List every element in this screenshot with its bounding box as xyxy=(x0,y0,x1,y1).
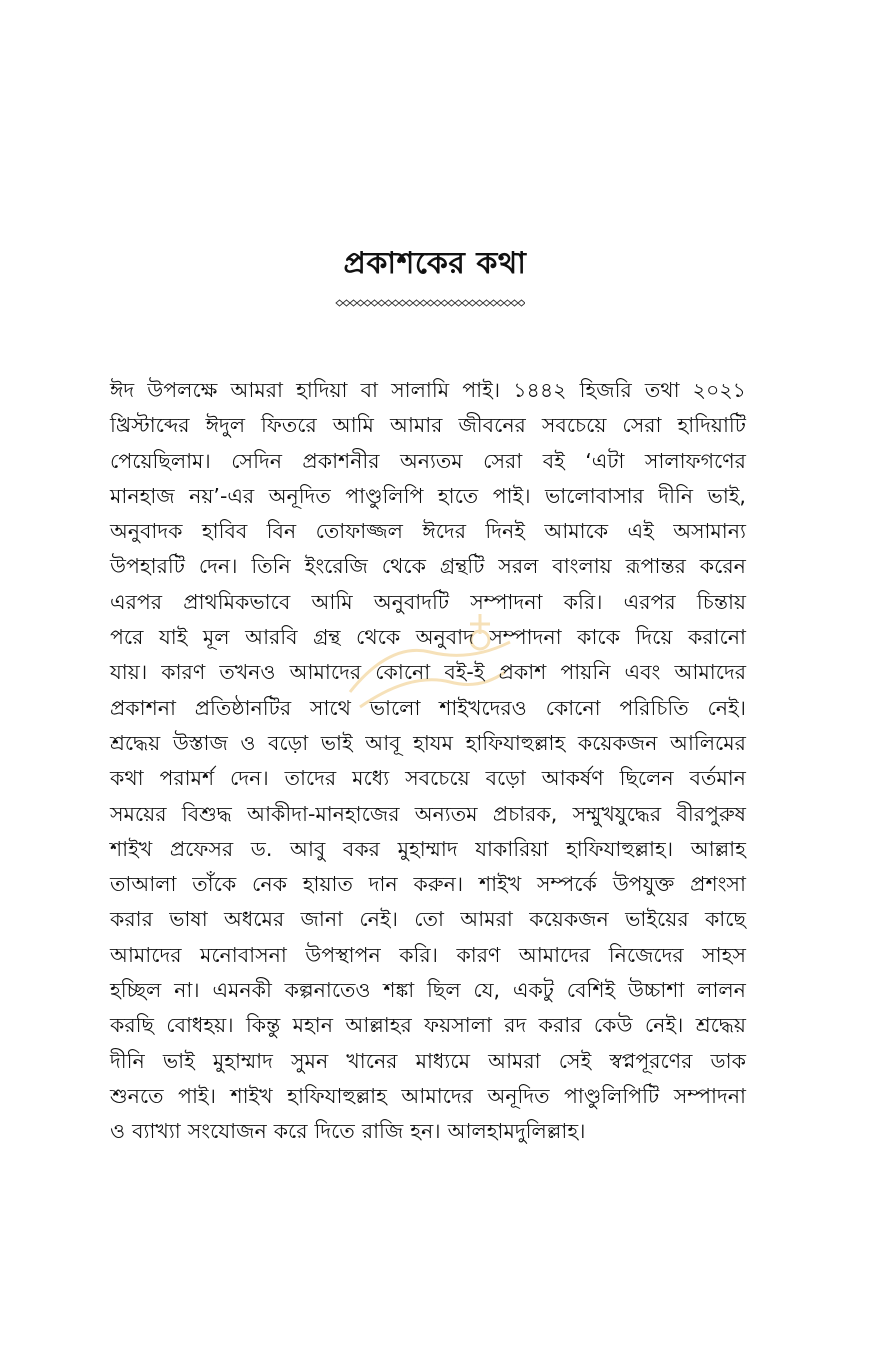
word: সম্পাদনা xyxy=(489,625,562,650)
word: বা xyxy=(360,378,378,402)
word: সময়ের xyxy=(110,801,167,826)
word: মুহাম্মাদ xyxy=(212,1048,273,1073)
word: তোফাজ্জল xyxy=(315,519,403,544)
word: ঈদের xyxy=(422,519,466,544)
word: কথা xyxy=(110,766,144,791)
text-line xyxy=(110,620,746,655)
text-line xyxy=(110,1114,746,1149)
word: গ্রন্থ xyxy=(313,625,341,650)
word: এরপর xyxy=(623,589,676,614)
word: অন্যতম xyxy=(399,448,463,473)
word: পরিচিতি xyxy=(619,695,689,720)
word: মূল xyxy=(202,625,230,650)
preface-paragraph xyxy=(110,373,746,1150)
word: হায়াত xyxy=(302,872,353,897)
word: দীনি xyxy=(110,1048,145,1073)
word: সুমন xyxy=(291,1048,329,1073)
word: আমাকে xyxy=(544,519,609,544)
word: করুন। xyxy=(413,872,464,897)
word: পাই। xyxy=(178,1083,216,1108)
word: মহান xyxy=(292,1013,333,1038)
word: ঈদ xyxy=(110,378,135,402)
word: লালন xyxy=(697,978,746,1003)
word: শাইখ xyxy=(230,1083,273,1108)
word: বিশুদ্ধ xyxy=(181,801,232,826)
word: তাদের xyxy=(284,766,337,791)
word: ভাই xyxy=(320,730,353,755)
text-line xyxy=(110,797,746,832)
word: ইংরেজি xyxy=(304,554,368,579)
word: প্রফেসর xyxy=(169,836,234,861)
word: তথা xyxy=(644,378,680,402)
word: পাই। xyxy=(492,483,531,508)
word: প্রকাশ xyxy=(498,660,547,685)
word: কয়েকজন xyxy=(577,730,658,755)
word: আল্লাহর xyxy=(345,1013,412,1038)
word: যাকারিয়া xyxy=(475,836,549,861)
word: ফয়সালা xyxy=(424,1013,492,1038)
word: করানো xyxy=(687,625,746,650)
word: বাংলায় xyxy=(552,554,612,579)
text-line xyxy=(110,832,746,867)
word: থেকে xyxy=(356,625,401,650)
word: জীবনের xyxy=(458,413,526,438)
word: উপহারটি xyxy=(110,554,185,579)
word: রূপান্তর xyxy=(625,554,686,579)
word: বড়ো xyxy=(485,766,526,791)
word: কোনো xyxy=(375,660,431,685)
word: কয়েকজন xyxy=(529,907,609,932)
word: সাহস xyxy=(702,942,746,967)
diamond-ornament-divider xyxy=(335,296,525,310)
word: আমাদের xyxy=(674,660,746,685)
word: বকর xyxy=(342,836,380,861)
word: সালামি xyxy=(391,378,450,402)
word: প্রকাশনীর xyxy=(302,448,380,473)
word: নেই। xyxy=(359,907,398,932)
word: আমি xyxy=(332,413,374,438)
word: প্রশংসা xyxy=(690,872,746,897)
word: আমাদের xyxy=(518,942,591,967)
word: সম্পাদনা xyxy=(470,589,543,614)
text-line xyxy=(110,726,746,761)
word: আবু xyxy=(289,836,326,861)
word: পাণ্ডুলিপি xyxy=(345,483,424,508)
word: আলিমের xyxy=(669,730,746,755)
text-line xyxy=(110,1044,746,1079)
word: মধ্যে xyxy=(352,766,390,791)
word: এবং xyxy=(624,660,661,685)
word: আমাদের xyxy=(110,942,182,967)
word: কাছে xyxy=(704,907,746,932)
word: সেরা xyxy=(622,413,662,438)
word: অনুবাদ xyxy=(415,625,474,650)
chapter-title: প্রকাশকের কথা xyxy=(343,246,527,281)
text-line xyxy=(110,444,746,479)
word: শঙ্কা xyxy=(383,978,415,1003)
word: যায়। xyxy=(110,660,148,685)
word: মাধ্যমে xyxy=(415,1048,470,1073)
word: ১৪৪২ xyxy=(513,378,567,402)
word: শ্রদ্ধেয় xyxy=(110,730,161,755)
word: মুহাম্মাদ xyxy=(397,836,458,861)
word: আল্লাহ xyxy=(690,836,746,861)
word: সবচেয়ে xyxy=(541,413,607,438)
word: অনূদিত xyxy=(487,1083,550,1108)
word: ডাক xyxy=(710,1048,746,1073)
word: পেয়েছিলাম। xyxy=(110,448,211,473)
word: হাযম xyxy=(413,730,454,755)
word: বই xyxy=(542,448,565,473)
word: সেই xyxy=(558,1048,592,1073)
word: না। xyxy=(174,978,200,1003)
word: হন। xyxy=(410,1119,441,1144)
word: হাফিযাহুল্লাহ। xyxy=(566,836,674,861)
word: সম্পাদনা xyxy=(673,1083,746,1108)
word: অনুবাদটি xyxy=(373,589,449,614)
word: আবূ xyxy=(365,730,401,755)
word: ঈদুল xyxy=(205,413,246,438)
word: করার xyxy=(538,1013,582,1038)
word: ছিল xyxy=(427,978,461,1003)
word: ড. xyxy=(250,836,273,861)
word: নিজেদের xyxy=(608,942,684,967)
word: উচ্চাশা xyxy=(627,978,685,1003)
word: সংযোজন xyxy=(187,1119,267,1144)
word: আলহামদুলিল্লাহ। xyxy=(447,1119,586,1144)
text-line xyxy=(110,479,746,514)
word: নয়’-এর xyxy=(189,483,255,508)
word: করি। xyxy=(563,589,603,614)
word: করি। xyxy=(399,942,439,967)
word: ও xyxy=(240,730,256,755)
word: কেউ xyxy=(593,1013,633,1038)
word: হাফিযাহুল্লাহ xyxy=(465,730,566,755)
word: প্রতিষ্ঠানটির xyxy=(194,695,292,720)
word: কোনো xyxy=(545,695,601,720)
word: ভাই, xyxy=(707,483,746,508)
text-line xyxy=(110,655,746,690)
word: গ্রন্থটি xyxy=(439,554,485,579)
word: হাফিযাহুল্লাহ xyxy=(287,1083,387,1108)
word: শাইখ xyxy=(478,872,522,897)
word: পরামর্শ xyxy=(159,766,215,791)
text-line xyxy=(110,1079,746,1114)
text-line xyxy=(110,514,746,549)
word: যে, xyxy=(473,978,501,1003)
word: প্রচারক, xyxy=(492,801,558,826)
text-line xyxy=(110,902,746,937)
word: সরল xyxy=(498,554,539,579)
word: কিন্তু xyxy=(245,1013,281,1038)
word: পরে xyxy=(110,625,144,650)
text-line xyxy=(110,691,746,726)
word: দিয়ে xyxy=(635,625,673,650)
word: বীরপুরুষ xyxy=(676,801,746,826)
word: আকর্ষণ xyxy=(541,766,604,791)
word: করেন xyxy=(699,554,746,579)
word: দীনি xyxy=(658,483,694,508)
word: অন্যতম xyxy=(414,801,478,826)
text-line xyxy=(110,549,746,584)
word: শ্রদ্ধেয় xyxy=(695,1013,746,1038)
word: করছি xyxy=(110,1013,154,1038)
word: আমরা xyxy=(460,907,513,932)
word: উপযুক্ত xyxy=(612,872,675,897)
word: ভাই xyxy=(162,1048,195,1073)
word: হাদিয়াটি xyxy=(677,413,746,438)
word: করার xyxy=(110,907,153,932)
word: সম্মুখযুদ্ধের xyxy=(572,801,662,826)
word: পাণ্ডুলিপিটি xyxy=(564,1083,660,1108)
word: সবচেয়ে xyxy=(405,766,470,791)
word: জানা xyxy=(300,907,343,932)
word: স্বপ্নপূরণের xyxy=(609,1048,693,1073)
word: ব্যাখ্যা xyxy=(132,1119,181,1144)
word: অনূদিত xyxy=(268,483,331,508)
word: ছিলেন xyxy=(619,766,674,791)
word: ফিতরে xyxy=(261,413,317,438)
word: তাআলা xyxy=(110,872,177,897)
word: দিনই xyxy=(485,519,525,544)
word: দেন। xyxy=(230,766,269,791)
word: প্রাথমিকভাবে xyxy=(183,589,291,614)
word: বেশিই xyxy=(566,978,616,1003)
word: ও xyxy=(110,1119,126,1144)
word: মনোবাসনা xyxy=(199,942,287,967)
word: নেক xyxy=(252,872,287,897)
word: বই-ই xyxy=(444,660,485,685)
word: শুনতে xyxy=(110,1083,164,1108)
word: হচ্ছিল xyxy=(110,978,162,1003)
word: বড়ো xyxy=(268,730,309,755)
word: ‘এটা xyxy=(585,448,625,473)
word: দেন। xyxy=(198,554,238,579)
word: এরপর xyxy=(110,589,163,614)
word: সাথে xyxy=(309,695,351,720)
word: একটু xyxy=(512,978,554,1003)
word: নেই। xyxy=(707,695,746,720)
word: বিন xyxy=(266,519,297,544)
word: দান xyxy=(368,872,398,897)
text-line xyxy=(110,408,746,443)
word: আমাদের xyxy=(289,660,362,685)
word: নেই। xyxy=(644,1013,684,1038)
word: তিনি xyxy=(251,554,291,579)
word: খানের xyxy=(346,1048,398,1073)
word: সেরা xyxy=(483,448,523,473)
text-line xyxy=(110,1008,746,1043)
word: সালাফগণের xyxy=(644,448,746,473)
word: খ্রিস্টাব্দের xyxy=(110,413,190,438)
word: আমার xyxy=(389,413,443,438)
word: হাবিব xyxy=(201,519,248,544)
word: কারণ xyxy=(161,660,206,685)
text-line xyxy=(110,938,746,973)
word: কারণ xyxy=(456,942,501,967)
word: এমনকী xyxy=(212,978,272,1003)
word: ২০২১ xyxy=(692,378,746,402)
word: প্রকাশনা xyxy=(110,695,176,720)
word: আকীদা-মানহাজের xyxy=(247,801,400,826)
word: কল্পনাতেও xyxy=(284,978,371,1003)
word: রাজি xyxy=(361,1119,404,1144)
word: রদ xyxy=(504,1013,527,1038)
word: করে xyxy=(273,1119,308,1144)
word: তাঁকে xyxy=(192,872,237,897)
word: বোধহয়। xyxy=(166,1013,234,1038)
word: এই xyxy=(627,519,654,544)
word: থেকে xyxy=(381,554,426,579)
word: আমি xyxy=(311,589,353,614)
word: অনুবাদক xyxy=(110,519,183,544)
word: চিন্তায় xyxy=(696,589,746,614)
word: হাতে xyxy=(437,483,479,508)
word: আমাদের xyxy=(401,1083,473,1108)
word: সেদিন xyxy=(231,448,282,473)
word: উপলক্ষে xyxy=(147,378,218,402)
word: তখনও xyxy=(219,660,276,685)
text-line xyxy=(110,973,746,1008)
word: পায়নি xyxy=(560,660,611,685)
word: ভাইয়ের xyxy=(625,907,689,932)
word: বর্তমান xyxy=(689,766,746,791)
text-line xyxy=(110,761,746,796)
word: আরবি xyxy=(245,625,298,650)
word: অসামান্য xyxy=(673,519,746,544)
word: কাকে xyxy=(577,625,620,650)
word: সম্পর্কে xyxy=(537,872,597,897)
word: আমরা xyxy=(230,378,283,402)
word: দিতে xyxy=(314,1119,355,1144)
word: শাইখ xyxy=(110,836,153,861)
word: আমরা xyxy=(488,1048,541,1073)
word: মানহাজ xyxy=(110,483,175,508)
text-line xyxy=(110,867,746,902)
word: ভাষা xyxy=(169,907,208,932)
text-line xyxy=(110,585,746,620)
word: অধমের xyxy=(224,907,285,932)
word: ভালোবাসার xyxy=(545,483,644,508)
word: পাই। xyxy=(462,378,501,402)
word: হিজরি xyxy=(579,378,632,402)
word: শাইখদেরও xyxy=(439,695,527,720)
word: হাদিয়া xyxy=(296,378,348,402)
text-line xyxy=(110,373,746,408)
word: উস্তাজ xyxy=(172,730,228,755)
word: তো xyxy=(414,907,444,932)
word: যাই xyxy=(158,625,188,650)
word: ভালো xyxy=(369,695,421,720)
word: উপস্থাপন xyxy=(305,942,381,967)
